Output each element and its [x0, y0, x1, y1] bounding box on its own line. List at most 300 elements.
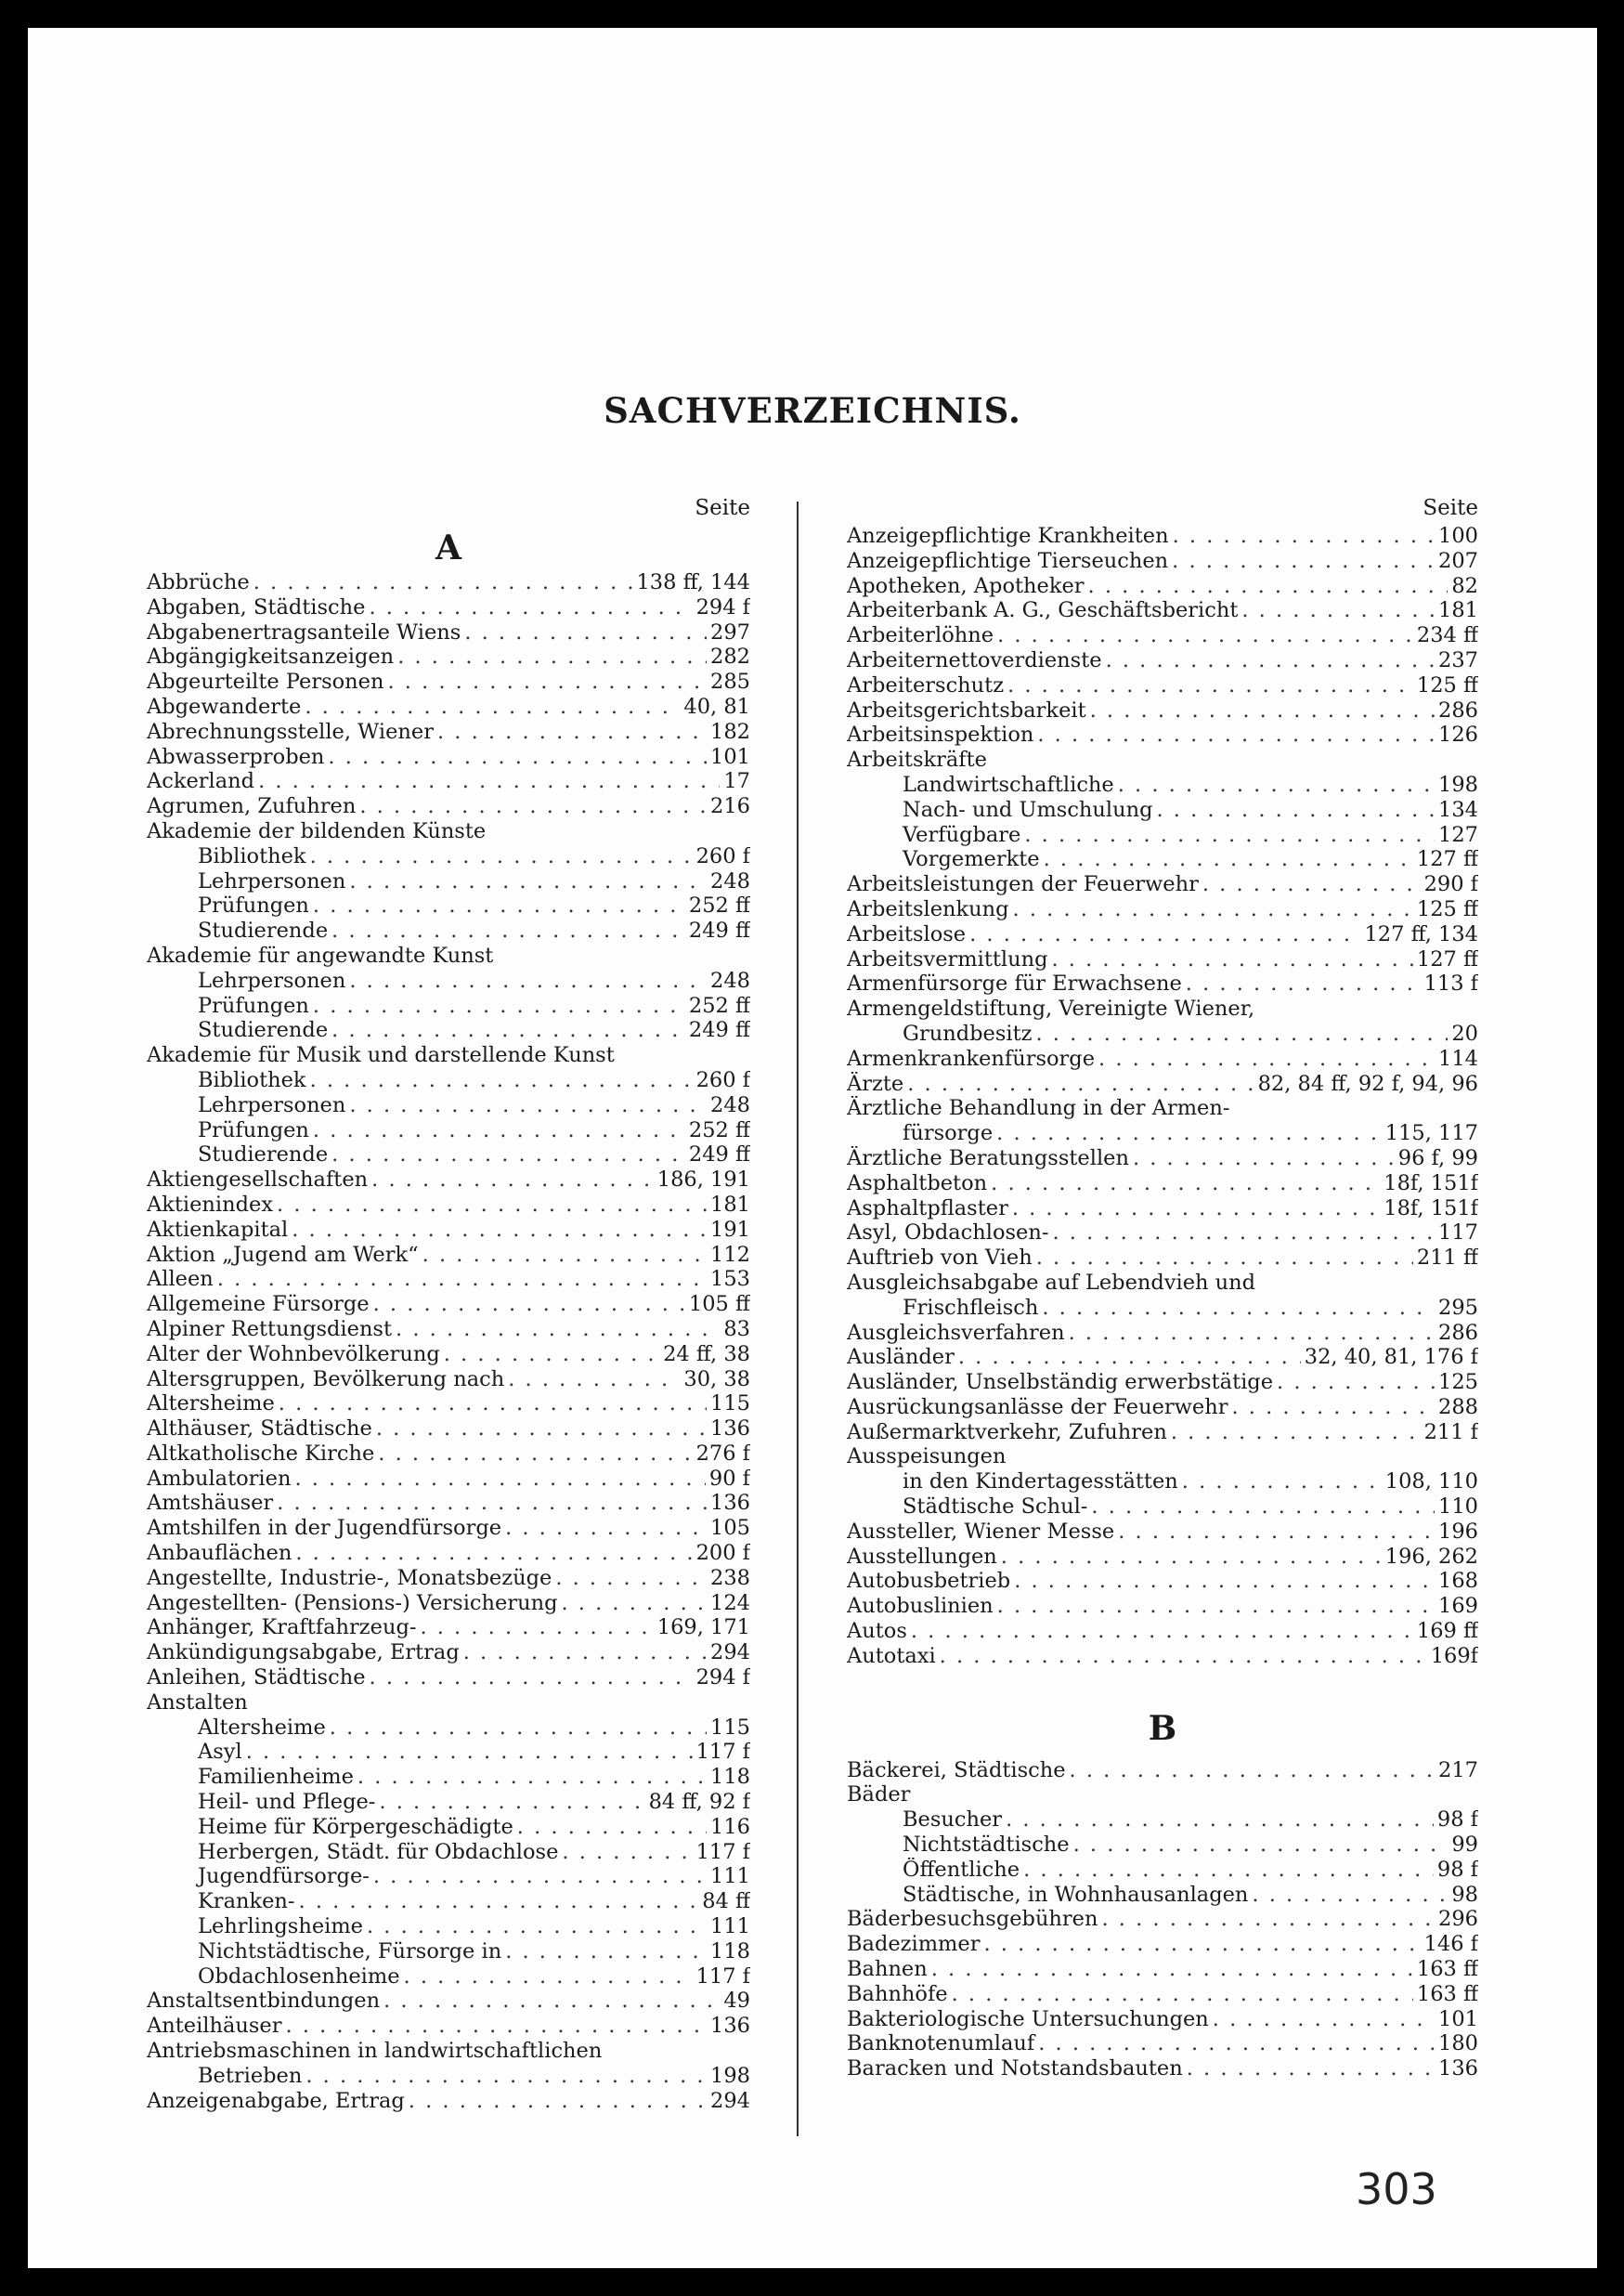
index-term: Studierende	[198, 1142, 329, 1168]
page-reference: 182	[710, 719, 750, 744]
index-term: Arbeiterbank A. G., Geschäftsbericht	[847, 598, 1239, 623]
index-term: Autobusbetrieb	[847, 1569, 1011, 1594]
index-entry	[147, 1765, 750, 1790]
index-term: Asphaltpflaster	[847, 1195, 1008, 1220]
leader-dots	[1182, 1469, 1382, 1494]
index-entry	[147, 1043, 750, 1068]
index-entry	[847, 897, 1478, 922]
page-reference: 252 ff	[688, 993, 750, 1018]
index-term: Arbeitsinspektion	[847, 723, 1034, 748]
page-reference: 126	[1438, 723, 1478, 748]
page-reference: 169 ff	[1416, 1619, 1478, 1644]
index-term: Arbeiternettoverdienste	[847, 647, 1102, 672]
page-reference: 136	[1438, 2056, 1478, 2081]
leader-dots	[1006, 1807, 1434, 1833]
index-term: Abgaben, Städtische	[147, 594, 366, 620]
page-reference: 294	[710, 1640, 750, 1665]
index-term: Antriebsmaschinen in landwirtschaftlichen	[147, 2039, 603, 2064]
leader-dots	[505, 1939, 707, 1964]
page-reference: 168	[1438, 1569, 1478, 1594]
leader-dots	[1186, 972, 1421, 997]
index-entry	[147, 1416, 750, 1442]
index-entry	[847, 1957, 1478, 1982]
index-term: Armengeldstiftung, Vereinigte Wiener,	[847, 997, 1255, 1022]
right-column	[847, 492, 1478, 2081]
index-term: Kranken-	[198, 1889, 295, 1914]
page-reference: 113 f	[1423, 972, 1478, 997]
index-entry	[147, 1243, 750, 1268]
index-term: Studierende	[198, 919, 329, 944]
index-entry	[147, 1840, 750, 1865]
index-entry	[847, 1569, 1478, 1594]
page-reference: 127 ff	[1416, 847, 1478, 872]
index-term: Ärztliche Beratungsstellen	[847, 1145, 1129, 1170]
index-term: Abrechnungsstelle, Wiener	[147, 719, 434, 744]
index-entry	[847, 798, 1478, 823]
page-reference: 136	[710, 2014, 750, 2039]
index-entry	[147, 944, 750, 969]
index-entry	[147, 894, 750, 919]
index-term: Studierende	[198, 1018, 329, 1043]
index-term: Aktienindex	[147, 1192, 274, 1217]
index-entry	[147, 1367, 750, 1392]
leader-dots	[1187, 2056, 1435, 2081]
index-term: Ausländer	[847, 1345, 955, 1370]
page-reference: 216	[710, 794, 750, 819]
leader-dots	[279, 1391, 707, 1416]
index-term: Altkatholische Kirche	[147, 1441, 375, 1466]
right-entries-a	[847, 524, 1478, 1669]
index-entry	[147, 1690, 750, 1715]
leader-dots	[561, 1591, 707, 1616]
index-term: Badezimmer	[847, 1932, 981, 1957]
left-column	[147, 492, 750, 2113]
index-term: Abgeurteilte Personen	[147, 670, 384, 695]
index-entry	[847, 1345, 1478, 1370]
index-term: Angestellten- (Pensions-) Versicherung	[147, 1590, 558, 1615]
index-term: Akademie für angewandte Kunst	[147, 943, 494, 968]
leader-dots	[1231, 1395, 1435, 1420]
leader-dots	[555, 1566, 707, 1591]
page-reference: 124	[710, 1590, 750, 1615]
index-term: Heil- und Pflege-	[198, 1790, 376, 1815]
page-reference: 285	[710, 670, 750, 695]
index-term: Abbrüche	[147, 570, 250, 594]
index-term: Abgewanderte	[147, 694, 302, 719]
page-reference: 127 ff, 134	[1364, 921, 1478, 946]
index-page	[28, 28, 1597, 2268]
index-entry	[147, 645, 750, 670]
index-entry	[147, 1640, 750, 1665]
index-term: Arbeitsvermittlung	[847, 946, 1048, 972]
index-entry	[147, 2089, 750, 2114]
index-entry	[147, 1914, 750, 1939]
leader-dots	[422, 1243, 707, 1268]
page-reference: 138 ff, 144	[636, 570, 750, 594]
index-entry	[847, 2056, 1478, 2081]
page-reference: 169, 171	[656, 1615, 750, 1640]
index-term: Asphaltbeton	[847, 1170, 988, 1195]
leader-dots	[1073, 1833, 1449, 1858]
page-reference: 169	[1438, 1594, 1478, 1619]
index-term: Baracken und Notstandsbauten	[847, 2056, 1183, 2081]
leader-dots	[1090, 698, 1435, 724]
leader-dots	[997, 623, 1413, 648]
index-term: Landwirtschaftliche	[903, 772, 1114, 797]
page-reference: 117 f	[695, 1740, 750, 1765]
index-entry	[847, 648, 1478, 673]
leader-dots	[1013, 897, 1413, 922]
index-term: Lehrpersonen	[198, 868, 346, 894]
leader-dots	[253, 570, 633, 595]
index-term: Nichtstädtische, Fürsorge in	[198, 1938, 502, 1963]
leader-dots	[331, 1018, 685, 1043]
leader-dots	[305, 695, 680, 720]
index-entry	[147, 1193, 750, 1218]
leader-dots	[1037, 723, 1435, 748]
page-reference: 101	[1438, 2006, 1478, 2031]
index-term: Akademie für Musik und darstellende Kunst	[147, 1043, 615, 1068]
leader-dots	[313, 894, 685, 919]
index-term: Frischfleisch	[903, 1295, 1039, 1320]
index-entry	[147, 869, 750, 894]
index-entry	[847, 1932, 1478, 1957]
leader-dots	[371, 1168, 654, 1193]
index-term: Anbauflächen	[147, 1541, 292, 1566]
page-reference: 260 f	[695, 1067, 750, 1092]
page-reference: 181	[710, 1192, 750, 1217]
index-term: Ausrückungsanlässe der Feuerwehr	[847, 1394, 1228, 1419]
leader-dots	[409, 2089, 707, 2114]
leader-dots	[1098, 1047, 1435, 1072]
index-entry	[147, 919, 750, 944]
leader-dots	[396, 1317, 720, 1342]
index-term: Bäckerei, Städtische	[847, 1757, 1066, 1782]
leader-dots	[991, 1171, 1380, 1196]
leader-dots	[517, 1815, 707, 1840]
page-reference: 32, 40, 81, 176 f	[1304, 1345, 1478, 1370]
index-entry	[847, 1395, 1478, 1420]
index-term: Ausspeisungen	[847, 1444, 1007, 1469]
page-reference: 125	[1438, 1370, 1478, 1395]
leader-dots	[1133, 1146, 1395, 1171]
page-reference: 249 ff	[688, 919, 750, 944]
leader-dots	[1171, 1420, 1421, 1445]
section-letter-a: A	[435, 528, 461, 567]
index-entry	[847, 1146, 1478, 1171]
page-reference: 217	[1438, 1757, 1478, 1782]
page-reference: 115	[710, 1715, 750, 1740]
index-term: Amtshilfen in der Jugendfürsorge	[147, 1516, 502, 1541]
index-entry	[847, 847, 1478, 872]
index-term: Heime für Körpergeschädigte	[198, 1814, 513, 1839]
page-reference: 98 f	[1436, 1807, 1478, 1833]
index-term: Bäder	[847, 1782, 911, 1807]
index-entry	[847, 1833, 1478, 1858]
page-reference: 136	[710, 1416, 750, 1442]
index-entry	[147, 819, 750, 844]
leader-dots	[1277, 1370, 1435, 1395]
index-term: Armenfürsorge für Erwachsene	[847, 972, 1182, 997]
index-entry	[147, 2039, 750, 2064]
index-entry	[847, 574, 1478, 599]
page-reference: 238	[710, 1565, 750, 1590]
index-term: Arbeitslose	[847, 921, 967, 946]
leader-dots	[310, 1068, 693, 1093]
index-term: Aussteller, Wiener Messe	[847, 1519, 1115, 1544]
leader-dots	[373, 1292, 685, 1317]
leader-dots	[1252, 1883, 1448, 1908]
leader-dots	[1035, 1022, 1448, 1047]
page-reference: 96 f, 99	[1397, 1145, 1478, 1170]
index-term: Besucher	[903, 1807, 1003, 1833]
page-reference: 198	[710, 2063, 750, 2088]
index-term: Ausstellungen	[847, 1544, 997, 1569]
leader-dots	[379, 1790, 644, 1815]
leader-dots	[437, 720, 707, 745]
leader-dots	[958, 1345, 1301, 1370]
index-term: Alter der Wohnbevölkerung	[147, 1341, 440, 1366]
page-reference: 134	[1438, 797, 1478, 822]
page-reference: 127 ff	[1416, 946, 1478, 972]
leader-dots	[376, 1416, 707, 1442]
index-term: Nach- und Umschulung	[903, 797, 1153, 822]
page-reference: 24 ff, 38	[663, 1341, 750, 1366]
index-entry	[147, 1068, 750, 1093]
page-reference: 294 f	[695, 594, 750, 620]
page-reference: 249 ff	[688, 1018, 750, 1043]
leader-dots	[1106, 648, 1435, 673]
index-entry	[847, 549, 1478, 574]
page-reference: 163 ff	[1416, 1981, 1478, 2006]
index-term: Prüfungen	[198, 993, 309, 1018]
page-reference: 282	[710, 645, 750, 670]
index-entry	[847, 1047, 1478, 1072]
index-term: Ankündigungsabgabe, Ertrag	[147, 1640, 460, 1665]
page-reference: 169f	[1430, 1643, 1478, 1668]
index-term: Bäderbesuchsgebühren	[847, 1907, 1098, 1932]
page-reference: 191	[710, 1217, 750, 1242]
index-entry	[147, 1168, 750, 1193]
index-entry	[847, 947, 1478, 972]
index-entry	[847, 2007, 1478, 2032]
leader-dots	[931, 1957, 1413, 1982]
page-reference: 146 f	[1423, 1932, 1478, 1957]
index-entry	[847, 1807, 1478, 1833]
page-reference: 163 ff	[1416, 1957, 1478, 1982]
leader-dots	[1241, 598, 1435, 623]
index-term: Bakteriologische Untersuchungen	[847, 2006, 1209, 2031]
index-term: Arbeiterschutz	[847, 672, 1005, 698]
index-entry	[147, 1018, 750, 1043]
right-entries-b	[847, 1758, 1478, 2081]
index-term: Aktienkapital	[147, 1217, 289, 1242]
page-reference: 40, 81	[683, 694, 750, 719]
index-entry	[147, 1292, 750, 1317]
index-term: Ärzte	[847, 1071, 904, 1096]
index-term: Städtische Schul-	[903, 1494, 1088, 1520]
page-reference: 211 ff	[1416, 1246, 1478, 1271]
page-reference: 153	[710, 1267, 750, 1292]
page-reference: 207	[1438, 548, 1478, 573]
leader-dots	[1069, 1321, 1435, 1346]
index-term: Öffentliche	[903, 1857, 1020, 1882]
index-entry	[147, 1989, 750, 2014]
leader-dots	[369, 595, 692, 620]
index-entry	[847, 1982, 1478, 2007]
leader-dots	[1012, 1196, 1380, 1221]
page-reference: 248	[710, 1092, 750, 1117]
index-entry	[147, 1964, 750, 1989]
page-reference: 20	[1451, 1021, 1478, 1046]
index-entry	[847, 1196, 1478, 1221]
leader-dots	[508, 1367, 680, 1392]
index-entry	[147, 1142, 750, 1168]
index-entry	[847, 598, 1478, 623]
index-term: Lehrpersonen	[198, 968, 346, 993]
index-term: Bahnen	[847, 1957, 928, 1982]
leader-dots	[464, 620, 707, 646]
index-entry	[847, 1370, 1478, 1395]
page-reference: 196, 262	[1384, 1544, 1478, 1569]
leader-dots	[294, 1467, 705, 1492]
page-reference: 181	[1438, 598, 1478, 623]
index-entry	[847, 823, 1478, 848]
index-entry	[847, 1644, 1478, 1669]
index-entry	[847, 1171, 1478, 1196]
index-entry	[847, 1758, 1478, 1783]
leader-dots	[562, 1840, 692, 1865]
left-entries	[147, 570, 750, 2113]
index-term: Ackerland	[147, 769, 255, 794]
index-term: Altersgruppen, Bevölkerung nach	[147, 1366, 505, 1391]
leader-dots	[387, 670, 707, 695]
leader-dots	[1052, 1220, 1435, 1246]
page-reference: 248	[710, 868, 750, 894]
page-reference: 290 f	[1423, 872, 1478, 897]
index-entry	[847, 1220, 1478, 1246]
page-reference: 294 f	[695, 1665, 750, 1690]
index-term: Allgemeine Fürsorge	[147, 1292, 370, 1317]
leader-dots	[969, 922, 1360, 947]
index-term: Verfügbare	[903, 822, 1021, 847]
leader-dots	[463, 1640, 707, 1665]
page-reference: 115	[710, 1391, 750, 1416]
page-number: 303	[1356, 2164, 1437, 2214]
index-entry	[847, 972, 1478, 997]
index-term: Nichtstädtische	[903, 1833, 1070, 1858]
leader-dots	[505, 1516, 707, 1541]
leader-dots	[359, 794, 707, 819]
page-reference: 125 ff	[1416, 896, 1478, 921]
page-reference: 211 f	[1423, 1419, 1478, 1444]
index-entry	[847, 773, 1478, 798]
index-term: Altersheime	[198, 1715, 326, 1740]
leader-dots	[1173, 524, 1435, 549]
index-entry	[147, 695, 750, 720]
index-term: Ausgleichsabgabe auf Lebendvieh und	[847, 1270, 1256, 1295]
index-entry	[147, 2064, 750, 2089]
index-term: Agrumen, Zufuhren	[147, 794, 357, 819]
page-reference: 83	[723, 1316, 750, 1341]
index-term: Anstaltsentbindungen	[147, 1989, 381, 2014]
index-entry	[847, 524, 1478, 549]
index-entry	[147, 844, 750, 869]
page-reference: 125 ff	[1416, 672, 1478, 698]
leader-dots	[1118, 1520, 1435, 1545]
index-entry	[147, 1442, 750, 1467]
page-reference: 198	[1438, 772, 1478, 797]
leader-dots	[383, 1989, 720, 2014]
index-entry	[847, 872, 1478, 897]
index-term: Aktiengesellschaften	[147, 1168, 369, 1193]
index-entry	[147, 2014, 750, 2039]
leader-dots	[1088, 574, 1449, 599]
page-reference: 117	[1438, 1220, 1478, 1246]
index-term: Bibliothek	[198, 1067, 306, 1092]
index-entry	[847, 1121, 1478, 1146]
leader-dots	[1038, 2031, 1435, 2056]
index-entry	[147, 1740, 750, 1765]
index-entry	[147, 720, 750, 745]
index-entry	[847, 748, 1478, 773]
page-title: SACHVERZEICHNIS.	[604, 390, 1021, 431]
index-entry	[847, 1246, 1478, 1271]
page-reference: 84 ff, 92 f	[648, 1790, 750, 1815]
leader-dots	[292, 1218, 707, 1243]
leader-dots	[286, 2014, 708, 2039]
leader-dots	[940, 1644, 1427, 1669]
index-term: Vorgemerkte	[903, 847, 1040, 872]
index-term: Anleihen, Städtische	[147, 1665, 366, 1690]
index-term: Armenkrankenfürsorge	[847, 1046, 1096, 1071]
index-entry	[847, 1469, 1478, 1494]
page-reference: 111	[710, 1864, 750, 1889]
leader-dots	[349, 869, 707, 894]
index-entry	[847, 922, 1478, 947]
index-entry	[147, 1864, 750, 1889]
index-entry	[147, 1665, 750, 1690]
page-reference: 296	[1438, 1907, 1478, 1932]
leader-dots	[1036, 1246, 1413, 1271]
index-term: Anstalten	[147, 1689, 248, 1715]
leader-dots	[1042, 1296, 1435, 1321]
index-term: Arbeitskräfte	[847, 748, 987, 773]
index-entry	[847, 1096, 1478, 1121]
index-term: Abwasserproben	[147, 744, 325, 769]
index-term: Anhänger, Kraftfahrzeug-	[147, 1615, 417, 1640]
index-term: in den Kindertagesstätten	[903, 1469, 1178, 1494]
page-reference: 186, 191	[656, 1168, 750, 1193]
index-term: Prüfungen	[198, 1117, 309, 1142]
index-term: Altersheime	[147, 1391, 275, 1416]
index-term: Arbeitslenkung	[847, 896, 1009, 921]
page-reference: 105	[710, 1516, 750, 1541]
index-entry	[847, 1444, 1478, 1469]
leader-dots	[277, 1491, 707, 1516]
page-reference: 108, 110	[1384, 1469, 1478, 1494]
index-entry	[147, 620, 750, 646]
leader-dots	[1044, 847, 1413, 872]
page-reference: 111	[710, 1914, 750, 1939]
index-term: Abgabenertragsanteile Wiens	[147, 620, 461, 645]
index-term: Bahnhöfe	[847, 1981, 948, 2006]
leader-dots	[1024, 823, 1435, 848]
leader-dots	[996, 1121, 1382, 1146]
page-reference: 18f, 151f	[1384, 1170, 1478, 1195]
leader-dots	[305, 2064, 707, 2089]
index-term: fürsorge	[903, 1121, 994, 1146]
